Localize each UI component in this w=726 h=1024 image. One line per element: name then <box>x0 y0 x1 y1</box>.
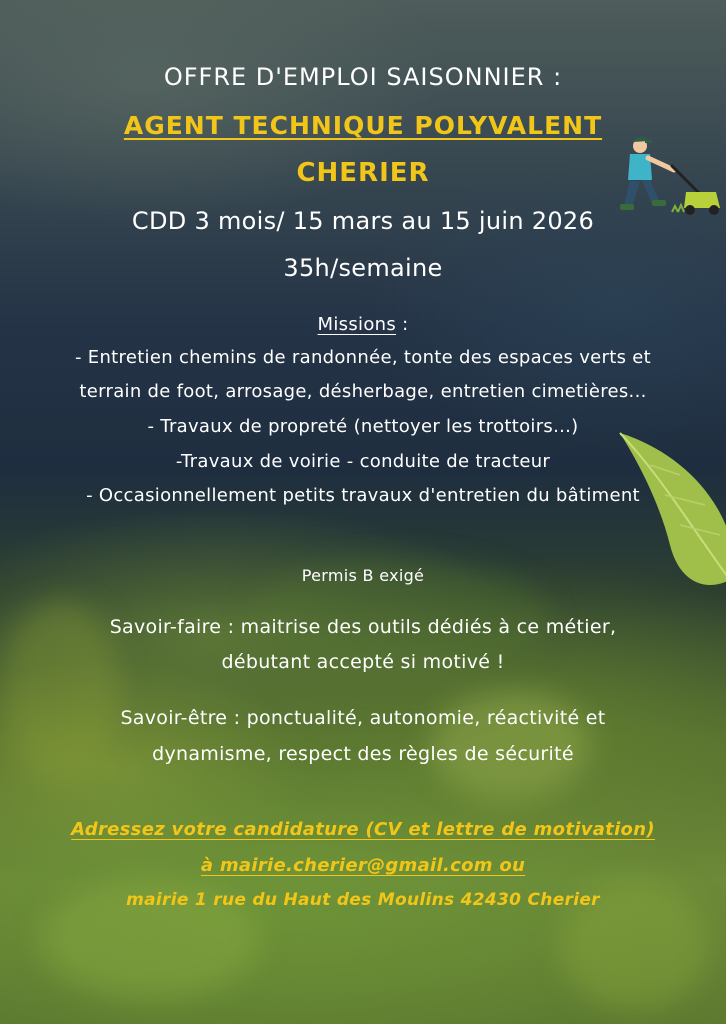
town-name: CHERIER <box>296 158 430 188</box>
mission-item: - Entretien chemins de randonnée, tonte des espaces verts et <box>74 347 652 368</box>
contact-email[interactable]: à mairie.cherier@gmail.com ou <box>200 855 526 876</box>
missions-heading-suffix: : <box>396 314 409 335</box>
kicker-title: OFFRE D'EMPLOI SAISONNIER : <box>163 63 563 91</box>
savoir-faire-line: Savoir-faire : maitrise des outils dédiés à ce métier, <box>109 616 617 638</box>
mission-item: - Travaux de propreté (nettoyer les trottoirs...) <box>147 416 579 437</box>
mission-item: terrain de foot, arrosage, désherbage, entretien cimetières... <box>79 381 647 402</box>
savoir-faire-line: débutant accepté si motivé ! <box>221 651 505 673</box>
missions-heading-label: Missions <box>317 314 397 335</box>
license-requirement: Permis B exigé <box>301 566 425 585</box>
mission-item: - Occasionnellement petits travaux d'entretien du bâtiment <box>86 485 640 506</box>
apply-instructions: Adressez votre candidature (CV et lettre de motivation) <box>71 819 655 840</box>
job-title: AGENT TECHNIQUE POLYVALENT <box>123 111 603 140</box>
weekly-hours: 35h/semaine <box>283 254 443 282</box>
contract-details: CDD 3 mois/ 15 mars au 15 juin 2026 <box>131 207 595 235</box>
mission-item: -Travaux de voirie - conduite de tracteur <box>175 451 551 472</box>
contact-address: mairie 1 rue du Haut des Moulins 42430 Cherier <box>126 890 600 910</box>
savoir-etre-line: dynamisme, respect des règles de sécurité <box>152 743 574 765</box>
savoir-etre-line: Savoir-être : ponctualité, autonomie, réactivité et <box>120 707 606 729</box>
missions-heading <box>0 314 726 335</box>
